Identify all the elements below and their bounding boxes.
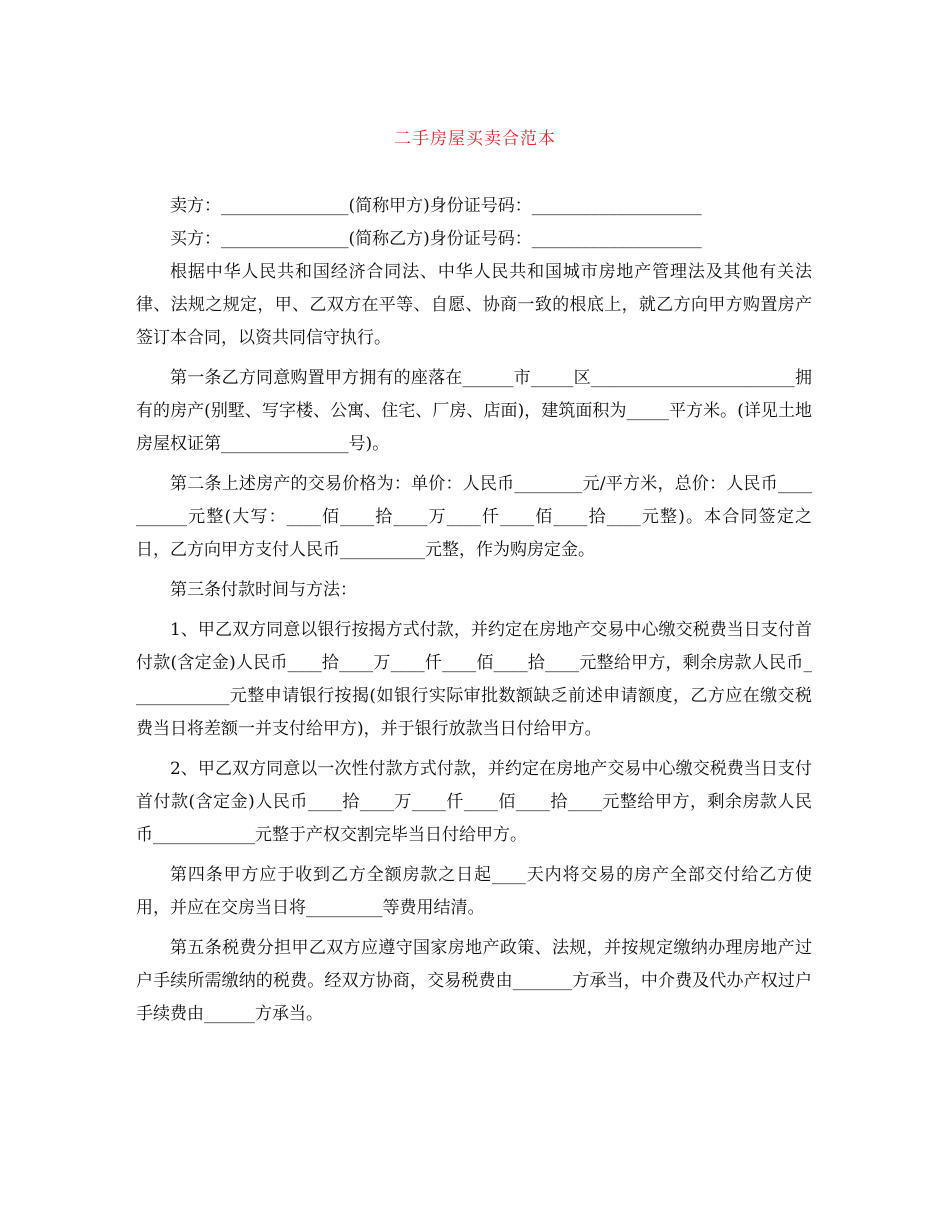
buyer-line: 买方：_______________(简称乙方)身份证号码：____________________ (170, 229, 702, 249)
payment-option-1-paragraph: 1、甲乙双方同意以银行按揭方式付款，并约定在房地产交易中心缴交税费当日支付首付款(含定金)人民币____拾____万____仟____佰____拾____元整给甲方，剩余房款人民币____________元整申请银行按揭(如银行实际审批数额缺乏前述申请额度，乙方应在缴交税费当日将差额一并支付给甲方)，并于银行放款当日付给甲方。 (136, 620, 812, 739)
payment-option-2-paragraph: 2、甲乙双方同意以一次性付款方式付款，并约定在房地产交易中心缴交税费当日支付首付款(含定金)人民币____拾____万____仟____佰____拾____元整给甲方，剩余房款人民币____________元整于产权交割完毕当日付给甲方。 (136, 759, 812, 845)
article-1-paragraph: 第一条乙方同意购置甲方拥有的座落在______市_____区________________________拥有的房产(别墅、写字楼、公寓、住宅、厂房、店面)，建筑面积为_____平方米。(详见土地房屋权证第_______________号)。 (136, 368, 812, 454)
preamble-paragraph: 根据中华人民共和国经济合同法、中华人民共和国城市房地产管理法及其他有关法律、法规之规定，甲、乙双方在平等、自愿、协商一致的根底上，就乙方向甲方购置房产签订本合同，以资共同信守执行。 (136, 262, 812, 348)
article-2-paragraph: 第二条上述房产的交易价格为：单价：人民币________元/平方米，总价：人民币__________元整(大写：____佰____拾____万____仟____佰____拾____元整)。本合同签定之日，乙方向甲方支付人民币__________元整，作为购房定金。 (136, 474, 812, 560)
article-5-paragraph: 第五条税费分担甲乙双方应遵守国家房地产政策、法规，并按规定缴纳办理房地产过户手续所需缴纳的税费。经双方协商，交易税费由_______方承当，中介费及代办产权过户手续费由______方承当。 (136, 938, 812, 1024)
article-3-heading: 第三条付款时间与方法： (170, 580, 357, 600)
document-title: 二手房屋买卖合范本 (394, 129, 556, 149)
document-body (136, 190, 812, 1031)
seller-line: 卖方：_______________(简称甲方)身份证号码：____________________ (170, 196, 702, 216)
article-4-paragraph: 第四条甲方应于收到乙方全额房款之日起____天内将交易的房产全部交付给乙方使用，并应在交房当日将_________等费用结清。 (136, 865, 812, 918)
